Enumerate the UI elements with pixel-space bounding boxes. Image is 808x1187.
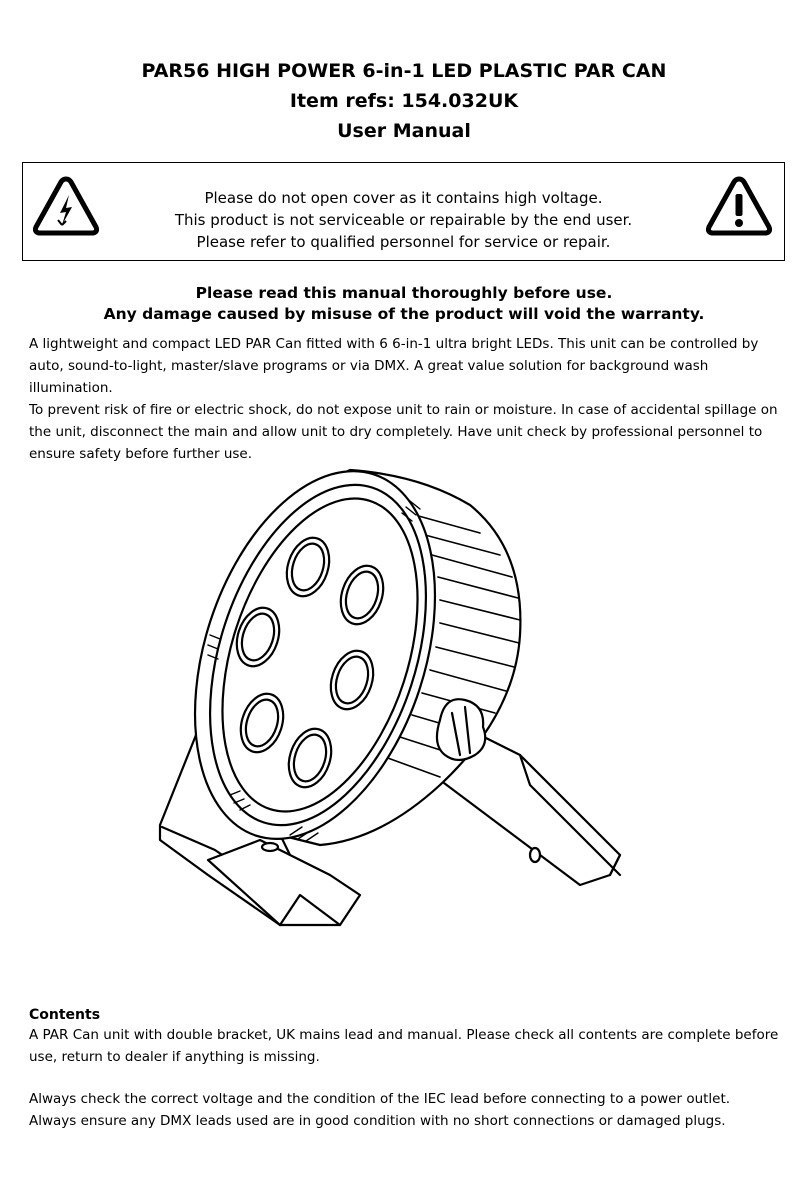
item-reference: Item refs: 154.032UK xyxy=(289,90,519,112)
manual-title: User Manual xyxy=(337,120,471,142)
warranty-notice xyxy=(0,283,808,325)
contents-paragraph: A PAR Can unit with double bracket, UK mains lead and manual. Please check all contents are complete before use, return to dealer if anything is missing. xyxy=(29,1027,779,1065)
high-voltage-warning-icon xyxy=(33,175,99,237)
contents-text xyxy=(29,1024,789,1068)
notice-line-1: Please read this manual thoroughly before use. xyxy=(195,284,613,302)
title-block xyxy=(0,56,808,146)
closing-line-1: Always check the correct voltage and the condition of the IEC lead before connecting to a power outlet. xyxy=(29,1091,731,1107)
warning-line-1: Please do not open cover as it contains high voltage. xyxy=(204,189,603,207)
notice-line-2: Any damage caused by misuse of the product will void the warranty. xyxy=(103,305,705,323)
warning-text xyxy=(113,187,694,253)
safety-warning-box xyxy=(22,162,785,261)
intro-paragraph-1: A lightweight and compact LED PAR Can fitted with 6 6-in-1 ultra bright LEDs. This unit can be controlled by auto, sound-to-light, master/slave programs or via DMX. A great value solution for background wash illumination. xyxy=(29,336,759,396)
warning-line-3: Please refer to qualified personnel for service or repair. xyxy=(196,233,611,251)
closing-line-2: Always ensure any DMX leads used are in good condition with no short connections or damaged plugs. xyxy=(29,1113,726,1129)
warning-line-2: This product is not serviceable or repairable by the end user. xyxy=(174,211,633,229)
closing-notes xyxy=(29,1088,789,1132)
intro-text xyxy=(29,333,789,465)
exclamation-warning-icon xyxy=(706,175,772,237)
intro-paragraph-2: To prevent risk of fire or electric shock, do not expose unit to rain or moisture. In case of accidental spillage on the unit, disconnect the main and allow unit to dry completely. Have unit check by professional personnel to ensure safety before further use. xyxy=(29,402,778,462)
contents-heading: Contents xyxy=(29,1007,101,1023)
product-title: PAR56 HIGH POWER 6-in-1 LED PLASTIC PAR CAN xyxy=(141,60,667,82)
par-can-illustration xyxy=(140,455,660,975)
